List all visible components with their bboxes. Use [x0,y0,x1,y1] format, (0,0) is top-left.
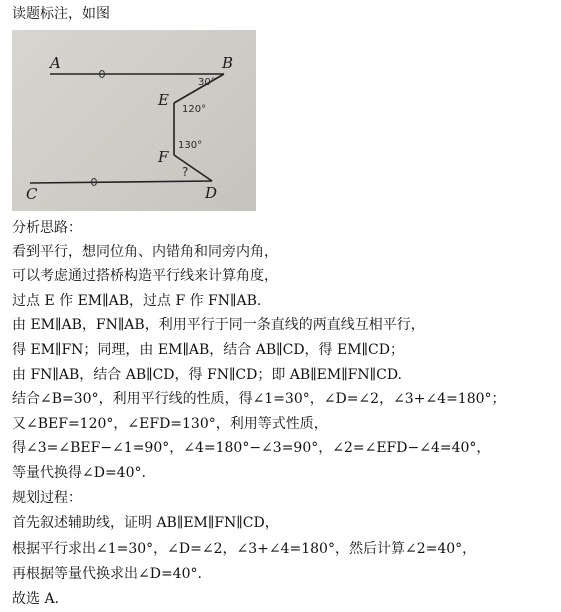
plan-heading: 规划过程： [12,490,82,506]
label-f: F [158,148,169,166]
angle-note-f: 130° [178,140,203,151]
text-line-12: 首先叙述辅助线，证明 AB∥EM∥FN∥CD， [12,515,279,531]
label-b: B [222,54,234,72]
intro-text: 读题标注，如图 [12,6,110,22]
segment-fd [174,155,212,181]
text-line-9: 得∠3=∠BEF−∠1=90°，∠4=180°−∠3=90°，∠2=∠EFD−∠4=40°， [12,440,491,456]
angle-note-e: 120° [182,104,207,115]
text-line-1: 看到平行，想同位角、内错角和同旁内角， [12,244,278,260]
label-a: A [50,54,61,72]
text-line-8: 又∠BEF=120°，∠EFD=130°，利用等式性质， [12,416,328,432]
angle-note-b: 30° [198,77,216,88]
text-line-5: 得 EM∥FN；同理，由 EM∥AB，结合 AB∥CD，得 EM∥CD； [12,342,404,358]
geometry-figure-photo [12,30,256,211]
text-line-7: 结合∠B=30°，利用平行线的性质，得∠1=30°，∠D=∠2，∠3+∠4=180°； [12,391,506,407]
label-c: C [26,185,38,203]
text-line-10: 等量代换得∠D=40°. [12,465,146,481]
text-line-3: 过点 E 作 EM∥AB，过点 F 作 FN∥AB. [12,293,262,309]
line-cd [30,181,212,183]
analysis-heading: 分析思路： [12,220,82,236]
text-line-4: 由 EM∥AB，FN∥AB，利用平行于同一条直线的两直线互相平行， [12,317,425,333]
label-d: D [205,184,218,202]
text-line-6: 由 FN∥AB，结合 AB∥CD，得 FN∥CD；即 AB∥EM∥FN∥CD. [12,367,403,383]
text-line-13: 根据平行求出∠1=30°，∠D=∠2，∠3+∠4=180°，然后计算∠2=40°， [12,541,477,557]
geometry-figure [12,30,256,211]
angle-note-d: ? [182,165,189,179]
answer-line: 故选 A. [12,591,60,607]
text-line-2: 可以考虑通过搭桥构造平行线来计算角度， [12,268,278,284]
label-e: E [158,91,169,109]
text-line-14: 再根据等量代换求出∠D=40°. [12,566,202,582]
